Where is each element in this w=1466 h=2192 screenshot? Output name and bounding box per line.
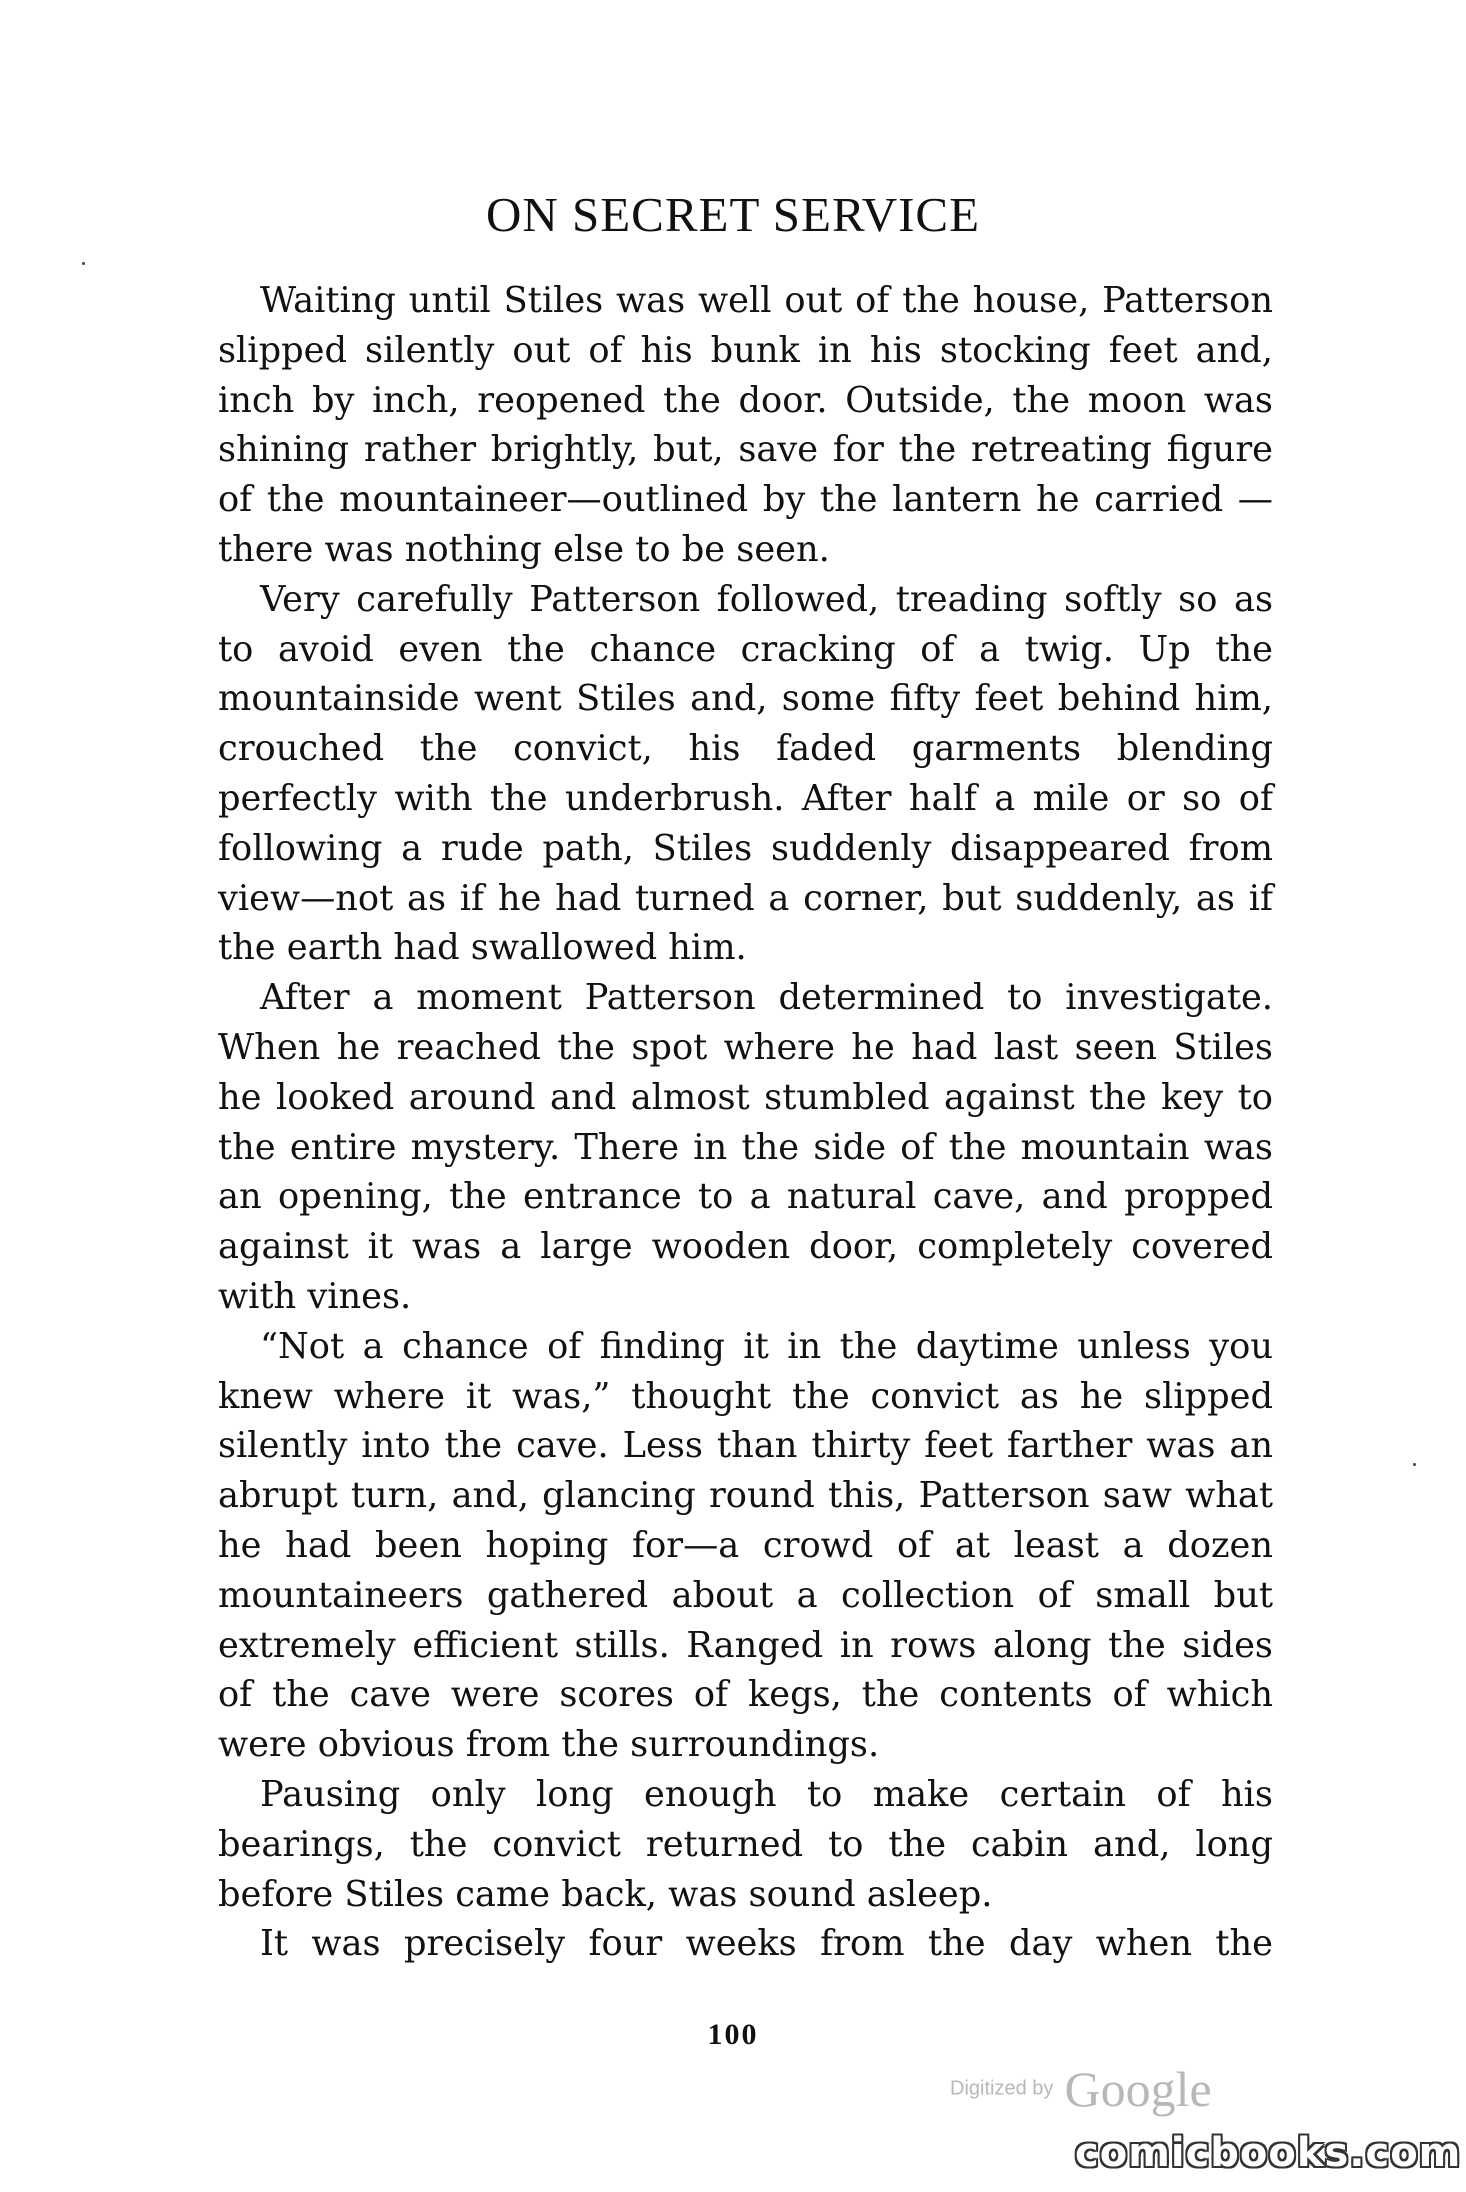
page-number: 100 xyxy=(707,2018,759,2051)
digitized-by-label: Digitized by xyxy=(950,2077,1054,2100)
paragraph-2: Very carefully Patterson followed, treading softly so as to avoid even the chance cracking of a twig. Up the mountainside went Stiles and, some fifty feet behind him, crouched the convict, his faded garments blending perfectly with the underbrush. After half a mile or so of following a rude path, Stiles suddenly disappeared from view—not as if he had turned a corner, but suddenly, as if the earth had swallowed him. xyxy=(218,578,1273,969)
body-text xyxy=(218,276,1273,1969)
scan-speck xyxy=(82,262,85,265)
watermark: comicbooks.com xyxy=(1075,2130,1462,2176)
digitized-by-mark xyxy=(950,2060,1270,2120)
paragraph-6: It was precisely four weeks from the day when the xyxy=(260,1923,1273,1965)
paragraph-1: Waiting until Stiles was well out of the house, Patterson slipped silently out of his bunk in his stocking feet and, inch by inch, reopened the door. Outside, the moon was shining rather brightly, but, save for the retreating figure of the mountaineer—outlined by the lantern he carried —there was nothing else to be seen. xyxy=(218,280,1273,570)
paragraph-4: “Not a chance of finding it in the daytime unless you knew where it was,” thought the convict as he slipped silently into the cave. Less than thirty feet farther was an abrupt turn, and, glancing round this, Patterson saw what he had been hoping for—a crowd of at least a dozen mountaineers gathered about a collection of small but extremely efficient stills. Ranged in rows along the sides of the cave were scores of kegs, the contents of which were obvious from the surroundings. xyxy=(218,1325,1273,1766)
google-logo: Google xyxy=(1064,2061,1212,2117)
paragraph-5: Pausing only long enough to make certain of his bearings, the convict returned to the cabin and, long before Stiles came back, was sound asleep. xyxy=(218,1773,1273,1915)
running-head: ON SECRET SERVICE xyxy=(485,187,981,242)
scan-speck xyxy=(1413,1463,1416,1466)
paragraph-3: After a moment Patterson determined to investigate. When he reached the spot where he had last seen Stiles he looked around and almost stumbled against the key to the entire mystery. There in the side of the mountain was an opening, the entrance to a natural cave, and propped against it was a large wooden door, completely covered with vines. xyxy=(218,977,1273,1317)
